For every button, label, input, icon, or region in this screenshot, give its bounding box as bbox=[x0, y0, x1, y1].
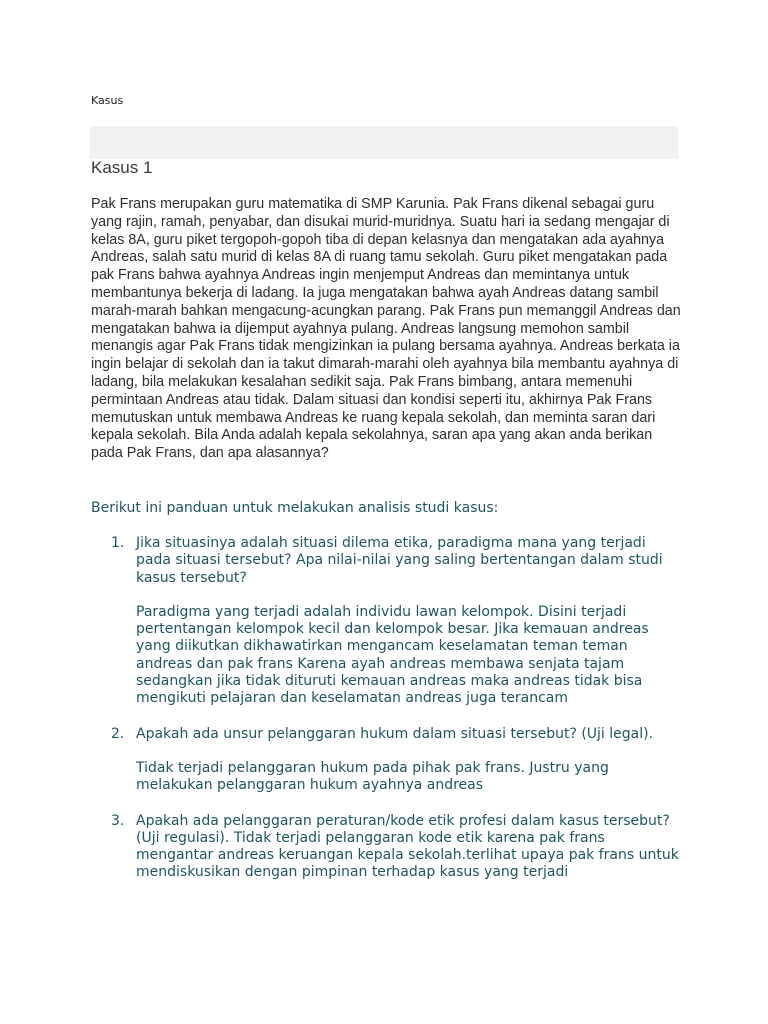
question-text: Jika situasinya adalah situasi dilema etika, paradigma mana yang terjadi pada situasi tersebut? Apa nilai-nilai yang saling bertentangan dalam studi kasus tersebut? bbox=[136, 535, 663, 586]
header-divider-band bbox=[90, 126, 678, 159]
question-text: Apakah ada unsur pelanggaran hukum dalam situasi tersebut? (Uji legal). bbox=[136, 725, 654, 742]
question-number: 2. bbox=[111, 725, 125, 742]
case-title: Kasus 1 bbox=[91, 158, 153, 177]
document-header-label: Kasus bbox=[91, 94, 124, 107]
guide-question-item-3 bbox=[91, 813, 681, 882]
guide-question-item-2 bbox=[91, 726, 681, 795]
question-number: 3. bbox=[111, 812, 125, 829]
answer-text: Paradigma yang terjadi adalah individu lawan kelompok. Disini terjadi pertentangan kelompok kecil dan kelompok besar. Jika kemauan andreas yang diikutkan dikhawatirkan mengancam keselamatan teman teman andreas dan pak frans Karena ayah andreas membawa senjata tajam sedangkan jika tidak dituruti kemauan andreas maka andreas tidak bisa mengikuti pelajaran dan keselamatan andreas juga terancam bbox=[136, 603, 649, 707]
question-text: Apakah ada pelanggaran peraturan/kode etik profesi dalam kasus tersebut? (Uji regulasi). Tidak terjadi pelanggaran kode etik karena pak frans mengantar andreas keruangan kepala sekolah.terlihat upaya pak frans untuk mendiskusikan dengan pimpinan terhadap kasus yang terjadi bbox=[136, 812, 679, 881]
answer-text: Tidak terjadi pelanggaran hukum pada pihak pak frans. Justru yang melakukan pelanggaran hukum ayahnya andreas bbox=[136, 759, 609, 794]
case-body: Pak Frans merupakan guru matematika di SMP Karunia. Pak Frans dikenal sebagai guru yang rajin, ramah, penyabar, dan disukai murid-muridnya. Suatu hari ia sedang mengajar di kelas 8A, guru piket tergopoh-gopoh tiba di depan kelasnya dan mengatakan ada ayahnya Andreas, salah satu murid di kelas 8A di ruang tamu sekolah. Guru piket mengatakan pada pak Frans bahwa ayahnya Andreas ingin menjemput Andreas dan memintanya untuk membantunya bekerja di ladang. Ia juga mengatakan bahwa ayah Andreas datang sambil marah-marah bahkan mengacung-acungkan parang. Pak Frans pun memanggil Andreas dan mengatakan bahwa ia dijemput ayahnya pulang. Andreas langsung memohon sambil menangis agar Pak Frans tidak mengizinkan ia pulang bersama ayahnya. Andreas berkata ia ingin belajar di sekolah dan ia takut dimarah-marahi oleh ayahnya bila membantu ayahnya di ladang, bila melakukan kesalahan sedikit saja. Pak Frans bimbang, antara memenuhi permintaan Andreas atau tidak. Dalam situasi dan kondisi seperti itu, akhirnya Pak Frans memutuskan untuk membawa Andreas ke ruang kepala sekolah, dan meminta saran dari kepala sekolah. Bila Anda adalah kepala sekolahnya, saran apa yang akan anda berikan pada Pak Frans, dan apa alasannya? bbox=[91, 196, 681, 462]
question-number: 1. bbox=[111, 535, 125, 551]
guide-intro: Berikut ini panduan untuk melakukan analisis studi kasus: bbox=[91, 500, 499, 516]
guide-question-item-1 bbox=[91, 535, 681, 708]
guide-question-list bbox=[91, 535, 681, 900]
